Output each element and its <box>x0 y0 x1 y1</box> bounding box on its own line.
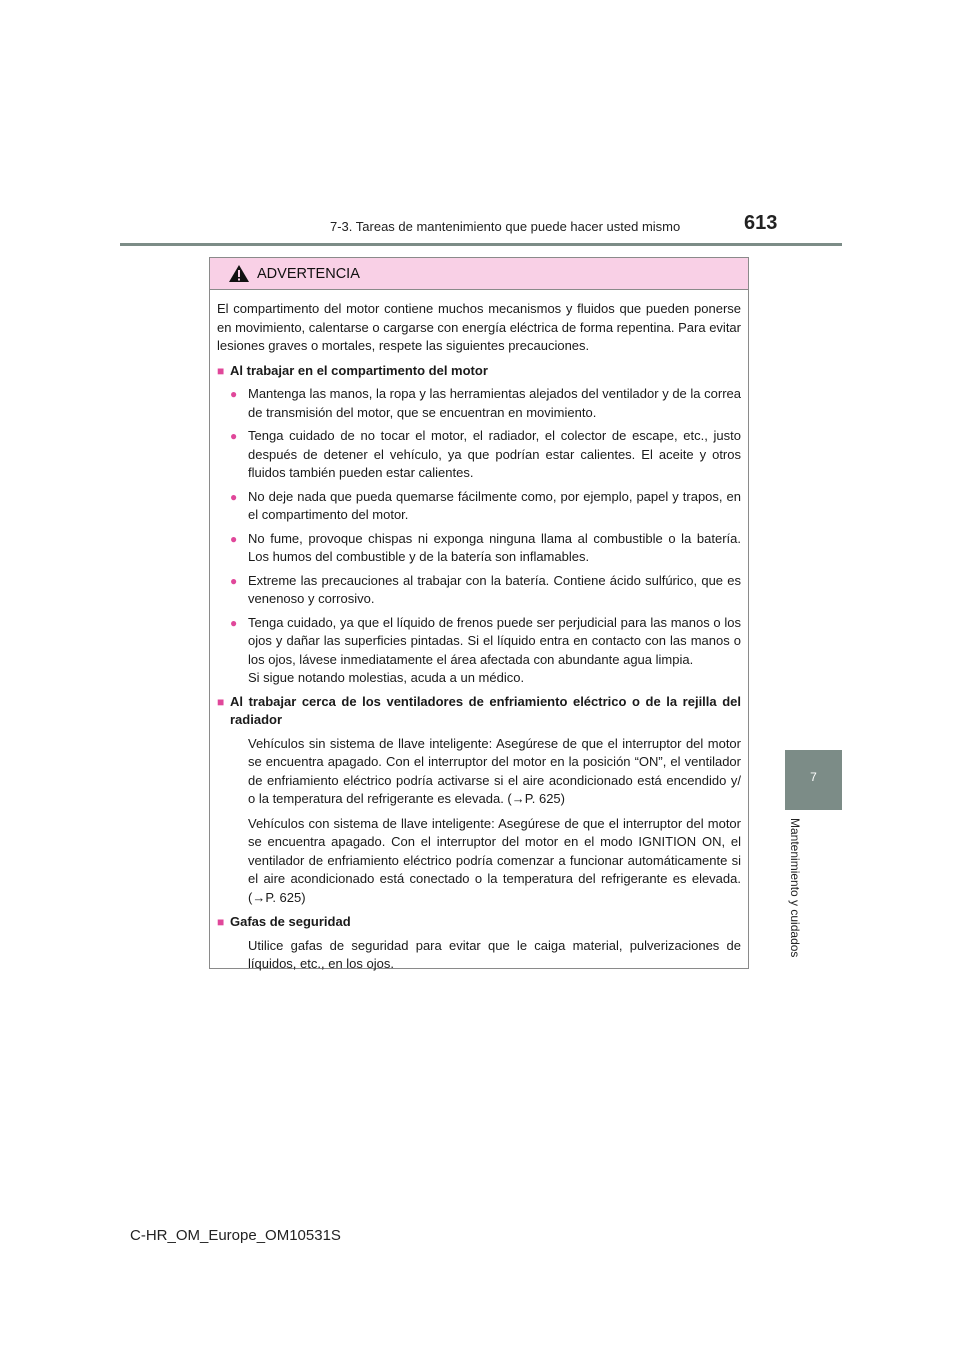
list-item-note: Si sigue notando molestias, acuda a un médico. <box>248 670 525 685</box>
section-heading-text: Gafas de seguridad <box>230 914 351 929</box>
warning-intro: El compartimento del motor contiene muchos mecanismos y fluidos que pueden ponerse en movimiento, calentarse o cargarse con energía eléctrica de forma repentina. Para evitar lesiones graves o mortales, respete las siguientes precauciones. <box>217 301 741 353</box>
header-divider <box>120 243 842 246</box>
warning-header <box>210 258 748 290</box>
list-item <box>230 614 741 688</box>
warning-triangle-icon <box>228 264 250 283</box>
list-item-text: Tenga cuidado de no tocar el motor, el radiador, el colector de escape, etc., justo después de detener el vehículo, ya que podrían estar calientes. El aceite y otros fluidos también pueden estar calientes. <box>248 428 741 480</box>
circle-bullet-icon: ● <box>230 489 238 504</box>
circle-bullet-icon: ● <box>230 573 238 588</box>
circle-bullet-icon: ● <box>230 429 238 443</box>
section-heading <box>217 693 741 730</box>
paragraph: Vehículos sin sistema de llave inteligente: Asegúrese de que el interruptor del motor se encuentra apagado. Con el interruptor del motor en la posición “ON”, el ventilador de enfriamiento eléctrico podría activarse si el aire acondicionado está encendido y/ o la temperatura del refrigerante es elevada. (→P. 625) <box>248 735 741 806</box>
paragraph: Utilice gafas de seguridad para evitar que le caiga material, pulverizaciones de líquidos, etc., en los ojos. <box>248 937 741 971</box>
list-item <box>230 385 741 422</box>
page-number: 613 <box>744 212 778 234</box>
section-heading <box>217 913 741 932</box>
circle-bullet-icon: ● <box>230 531 238 546</box>
list-item-text: No deje nada que pueda quemarse fácilmente como, por ejemplo, papel y trapos, en el compartimento del motor. <box>248 488 741 522</box>
warning-title: ADVERTENCIA <box>257 265 360 282</box>
section-heading-text: Al trabajar cerca de los ventiladores de enfriamiento eléctrico o de la rejilla del radiador <box>230 693 741 727</box>
list-item <box>230 530 741 567</box>
chapter-label: Mantenimiento y cuidados <box>788 818 802 958</box>
circle-bullet-icon: ● <box>230 387 238 401</box>
warning-box <box>209 257 749 969</box>
chapter-number: 7 <box>810 770 817 784</box>
circle-bullet-icon: ● <box>230 615 238 630</box>
square-bullet-icon: ■ <box>217 915 225 929</box>
section-heading-text: Al trabajar en el compartimento del motor <box>230 362 488 378</box>
section-header: 7-3. Tareas de mantenimiento que puede hacer usted mismo <box>330 219 681 234</box>
document-code: C-HR_OM_Europe_OM10531S <box>130 1227 341 1244</box>
list-item-text: No fume, provoque chispas ni exponga ninguna llama al combustible o la batería. Los humos del combustible y de la batería son inflamables. <box>248 530 741 564</box>
list-item <box>230 488 741 525</box>
list-item-text: Tenga cuidado, ya que el líquido de frenos puede ser perjudicial para las manos o los ojos y dañar las superficies pintadas. Si el líquido entra en contacto con las manos o los ojos, lávese inmediatamente el área afectada con abundante agua limpia. <box>248 614 741 667</box>
square-bullet-icon: ■ <box>217 694 225 709</box>
list-item <box>230 572 741 609</box>
list-item-text: Extreme las precauciones al trabajar con la batería. Contiene ácido sulfúrico, que es venenoso y corrosivo. <box>248 572 741 606</box>
warning-body <box>210 290 748 974</box>
square-bullet-icon: ■ <box>217 363 225 378</box>
list-item <box>230 427 741 483</box>
section-heading <box>217 362 741 381</box>
list-item-text: Mantenga las manos, la ropa y las herramientas alejados del ventilador y de la correa de transmisión del motor, que se encuentran en movimiento. <box>248 386 741 420</box>
list-item-content <box>248 614 741 688</box>
paragraph: Vehículos con sistema de llave inteligente: Asegúrese de que el interruptor del motor se encuentra apagado. Con el interruptor del motor en el modo IGNITION ON, el ventilador de enfriamiento eléctrico podría comenzar a funcionar automáticamente si el aire acondicionado está conectado o la temperatura del refrigerante es elevada. (→P. 625) <box>248 815 741 905</box>
